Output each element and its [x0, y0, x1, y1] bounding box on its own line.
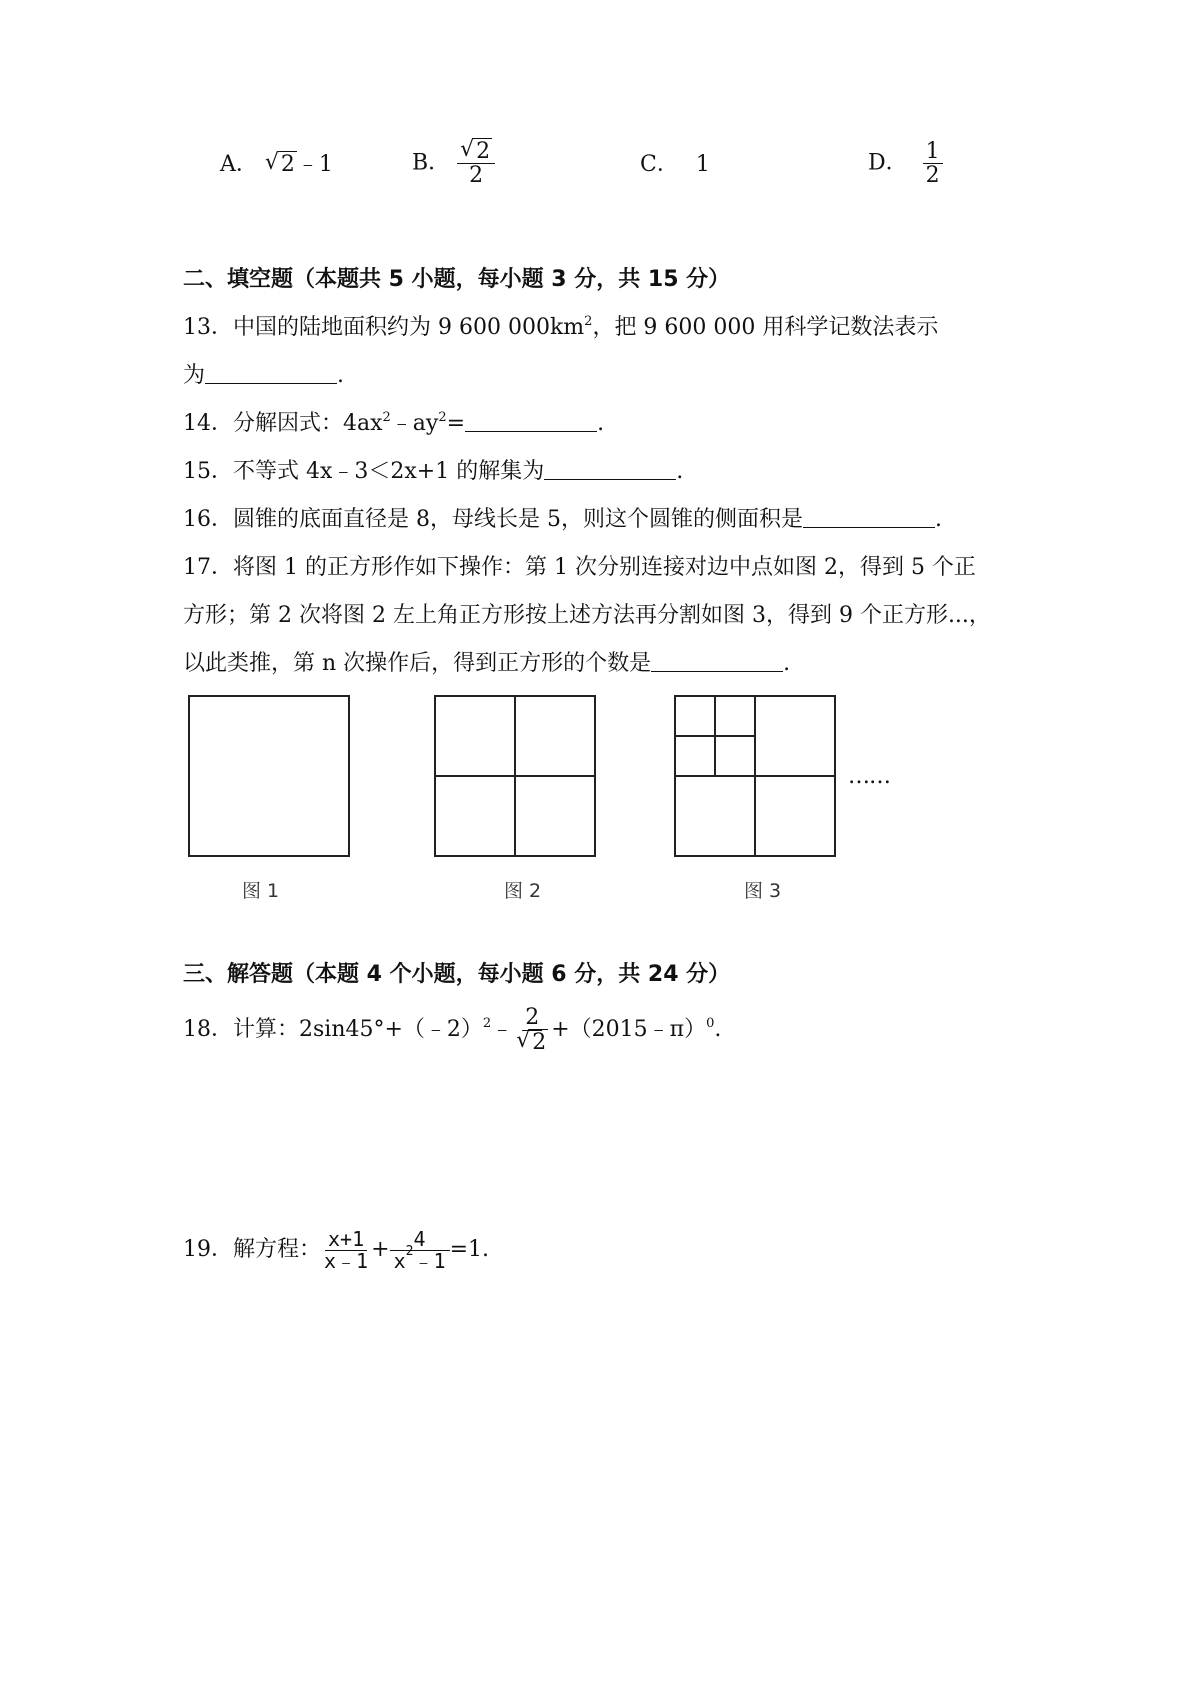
answer-blank-16[interactable] — [803, 505, 935, 528]
question-19-fraction-2: $\frac{4}{x^2﹣1}$ — [390, 1229, 450, 1272]
question-19: 19．解方程： $\frac{x+1}{x﹣1}$ + $\frac{4}{x^2﹣1}$ =1. — [183, 1226, 490, 1273]
question-17-line-2: 方形；第 2 次将图 2 左上角正方形按上述方法再分割如图 3，得到 9 个正方形...， — [183, 603, 991, 628]
figure-2-square — [434, 695, 596, 857]
question-15: 15．不等式 4x﹣3＜2x+1 的解集为 . — [183, 459, 684, 484]
option-d — [868, 140, 943, 187]
option-a-letter: A． — [220, 152, 258, 177]
figure-3-horizontal-line — [676, 775, 834, 777]
figure-1-square — [188, 695, 350, 857]
option-d-letter: D． — [868, 150, 908, 176]
section-2-title: 二、填空题（本题共 5 小题，每小题 3 分，共 15 分） — [183, 267, 731, 292]
question-18-fraction: 2 √ 2 — [513, 1006, 551, 1053]
option-b-fraction: √ $\frac{2}{2}$ — [457, 140, 495, 187]
question-13-cont: 为 . — [183, 363, 345, 388]
figure-3-sub-horizontal-line — [676, 735, 754, 737]
figure-2-caption: 图 2 — [504, 880, 542, 902]
option-c — [640, 150, 710, 180]
option-b — [412, 140, 495, 187]
figure-2-horizontal-line — [436, 775, 594, 777]
question-17-line-1: 17．将图 1 的正方形作如下操作：第 1 次分别连接对边中点如图 2，得到 5 个正 — [183, 555, 976, 580]
option-d-fraction: $\frac{1}{2}$ — [923, 140, 943, 187]
question-14: 14．分解因式：$4ax^2﹣ay^2=$ . — [183, 410, 605, 436]
question-13: 13．中国的陆地面积约为 9 600 $000km^2$，把 9 600 000 用科学记数法表示 — [183, 314, 939, 340]
option-a-sqrt: √ 2 — [265, 150, 297, 180]
figure-1-caption: 图 1 — [242, 880, 280, 902]
answer-blank-14[interactable] — [465, 409, 597, 432]
option-a-tail: ﹣1 — [296, 152, 333, 177]
option-c-value: 1 — [695, 152, 710, 177]
option-b-letter: B． — [412, 150, 451, 176]
option-a — [220, 150, 333, 180]
figure-3-caption: 图 3 — [744, 880, 782, 902]
question-19-fraction-1: $\frac{x+1}{x﹣1}$ — [324, 1226, 369, 1273]
option-c-letter: C． — [640, 152, 679, 177]
question-16: 16．圆锥的底面直径是 8，母线长是 5，则这个圆锥的侧面积是 . — [183, 507, 942, 532]
figure-3-square — [674, 695, 836, 857]
continuation-dots: …… — [848, 764, 890, 789]
answer-blank-17[interactable] — [651, 649, 783, 672]
section-3-title: 三、解答题（本题 4 个小题，每小题 6 分，共 24 分） — [183, 962, 731, 987]
question-17-line-3: 以此类推，第 n 次操作后，得到正方形的个数是 . — [183, 651, 791, 676]
answer-blank-15[interactable] — [544, 457, 676, 480]
question-18: 18．计算：2sin45°+（﹣2）$^2$﹣ 2 √ 2 +（2015﹣π）$^0$. — [183, 1004, 721, 1056]
answer-blank-13[interactable] — [205, 361, 337, 384]
